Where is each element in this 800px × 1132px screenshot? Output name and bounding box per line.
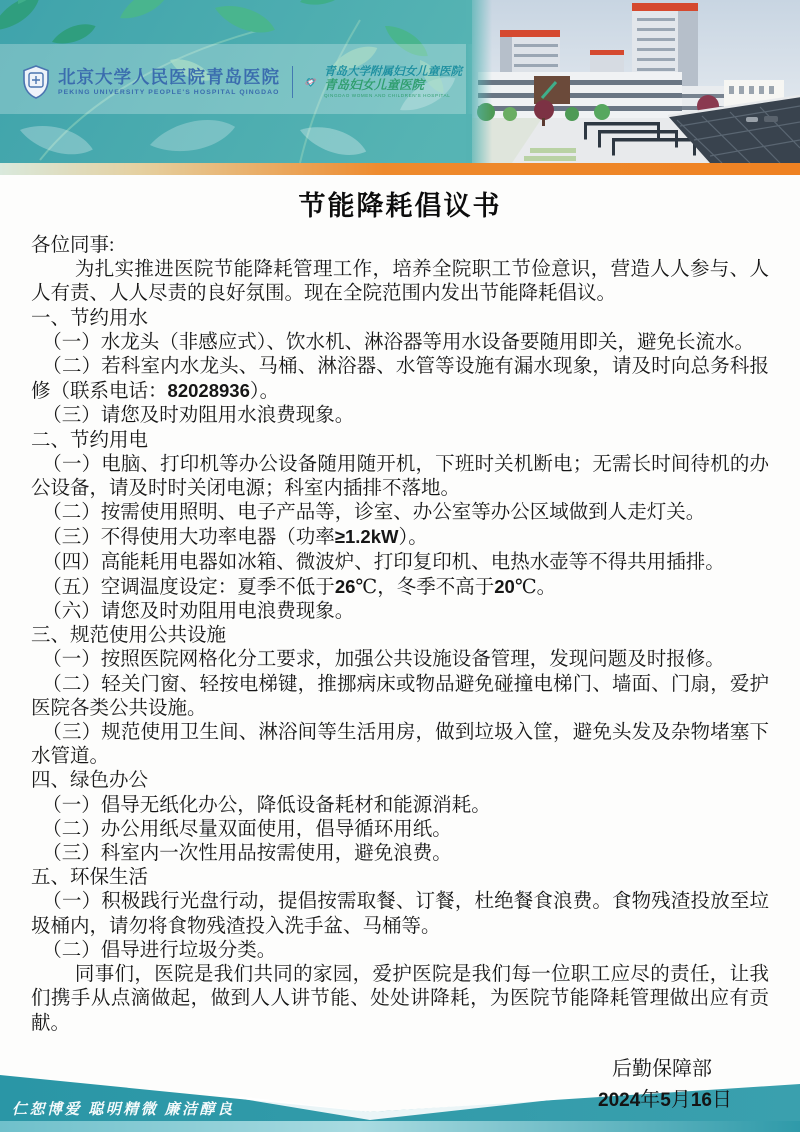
section-item: （四）高能耗用电器如冰箱、微波炉、打印复印机、电热水壶等不得共用插排。 bbox=[42, 551, 725, 573]
section-heading: 四、绿色办公 bbox=[31, 770, 149, 792]
campus-building-illustration bbox=[472, 0, 800, 163]
section-item: （三）请您及时劝阻用水浪费现象。 bbox=[42, 405, 355, 427]
section-item: （二）倡导进行垃圾分类。 bbox=[42, 939, 277, 961]
section-heading: 一、节约用水 bbox=[31, 307, 149, 329]
hospital-name-en: PEKING UNIVERSITY PEOPLE'S HOSPITAL QINGDAO bbox=[58, 89, 280, 97]
logo-divider bbox=[292, 66, 293, 98]
section-item: （二）轻关门窗、轻按电梯键，推挪病床或物品避免碰撞电梯门、墙面、门扇，爱护医院各类公共设施。 bbox=[31, 673, 769, 719]
signature-block bbox=[31, 1058, 769, 1112]
doc-date: 2024年5月16日 bbox=[598, 1088, 732, 1111]
section-item: （二）按需使用照明、电子产品等，诊室、办公室等办公区域做到人走灯关。 bbox=[42, 502, 706, 524]
section-item: （一）积极践行光盘行动，提倡按需取餐、订餐，杜绝餐食浪费。食物残渣投放至垃圾桶内，请勿将食物残渣投入洗手盆、马桶等。 bbox=[31, 891, 769, 937]
doc-title: 节能降耗倡议书 bbox=[298, 191, 502, 221]
section-heading: 五、环保生活 bbox=[31, 867, 149, 889]
hospital-name-cn: 北京大学人民医院青岛医院 bbox=[58, 66, 280, 87]
motto-text: 仁恕博爱 聪明精微 廉洁醇良 bbox=[12, 1102, 235, 1118]
closing-paragraph: 同事们，医院是我们共同的家园，爱护医院是我们每一位职工应尽的责任，让我们携手从点滴做起，做到人人讲节能、处处讲降耗，为医院节能降耗管理做出应有贡献。 bbox=[31, 964, 769, 1034]
section-item: （三）科室内一次性用品按需使用，避免浪费。 bbox=[42, 843, 452, 865]
partner-name-line3: QINGDAO WOMEN AND CHILDREN'S HOSPITAL bbox=[324, 92, 451, 98]
section-item: （三）规范使用卫生间、淋浴间等生活用房，做到垃圾入筐，避免头发及杂物堵塞下水管道。 bbox=[31, 722, 769, 768]
section-item: （一）水龙头（非感应式）、饮水机、淋浴器等用水设备要随用即关，避免长流水。 bbox=[42, 331, 755, 353]
section-item: （三）不得使用大功率电器（功率≥1.2kW）。 bbox=[42, 526, 428, 549]
section-heading: 二、节约用电 bbox=[31, 429, 149, 451]
hospital-logos bbox=[22, 56, 462, 108]
heart-logo-icon bbox=[305, 67, 316, 97]
sections-container bbox=[31, 307, 769, 963]
orange-accent-strip bbox=[0, 163, 800, 175]
page-header bbox=[0, 0, 800, 163]
partner-name-group bbox=[324, 66, 462, 97]
section-item: （一）倡导无纸化办公，降低设备耗材和能源消耗。 bbox=[42, 794, 491, 816]
department-signature: 后勤保障部 bbox=[612, 1057, 712, 1080]
section-heading: 三、规范使用公共设施 bbox=[31, 625, 227, 647]
hospital-shield-icon bbox=[22, 65, 50, 99]
salutation: 各位同事: bbox=[31, 235, 115, 256]
partner-name-line1: 青岛大学附属妇女儿童医院 bbox=[324, 66, 462, 79]
intro-paragraph: 为扎实推进医院节能降耗管理工作，培养全院职工节俭意识，营造人人参与、人人有责、人人尽责的良好氛围。现在全院范围内发出节能降耗倡议。 bbox=[31, 259, 769, 305]
partner-name-line2: 青岛妇女儿童医院 bbox=[324, 77, 425, 92]
photo-blend-edge bbox=[466, 0, 492, 163]
section-item: （一）电脑、打印机等办公设备随用随开机，下班时关机断电；无需长时间待机的办公设备，请及时时关闭电源；科室内插排不落地。 bbox=[31, 453, 769, 500]
section-item: （一）按照医院网格化分工要求，加强公共设施设备管理，发现问题及时报修。 bbox=[42, 649, 725, 671]
section-item: （二）办公用纸尽量双面使用，倡导循环用纸。 bbox=[42, 818, 452, 840]
section-item: （二）若科室内水龙头、马桶、淋浴器、水管等设施有漏水现象，请及时向总务科报修（联系电话：82028936）。 bbox=[31, 356, 769, 403]
document-body bbox=[0, 175, 800, 1112]
section-item: （五）空调温度设定：夏季不低于26℃，冬季不高于20℃。 bbox=[42, 575, 557, 598]
section-item: （六）请您及时劝阻用电浪费现象。 bbox=[42, 601, 355, 623]
hospital-name-group bbox=[58, 68, 280, 97]
